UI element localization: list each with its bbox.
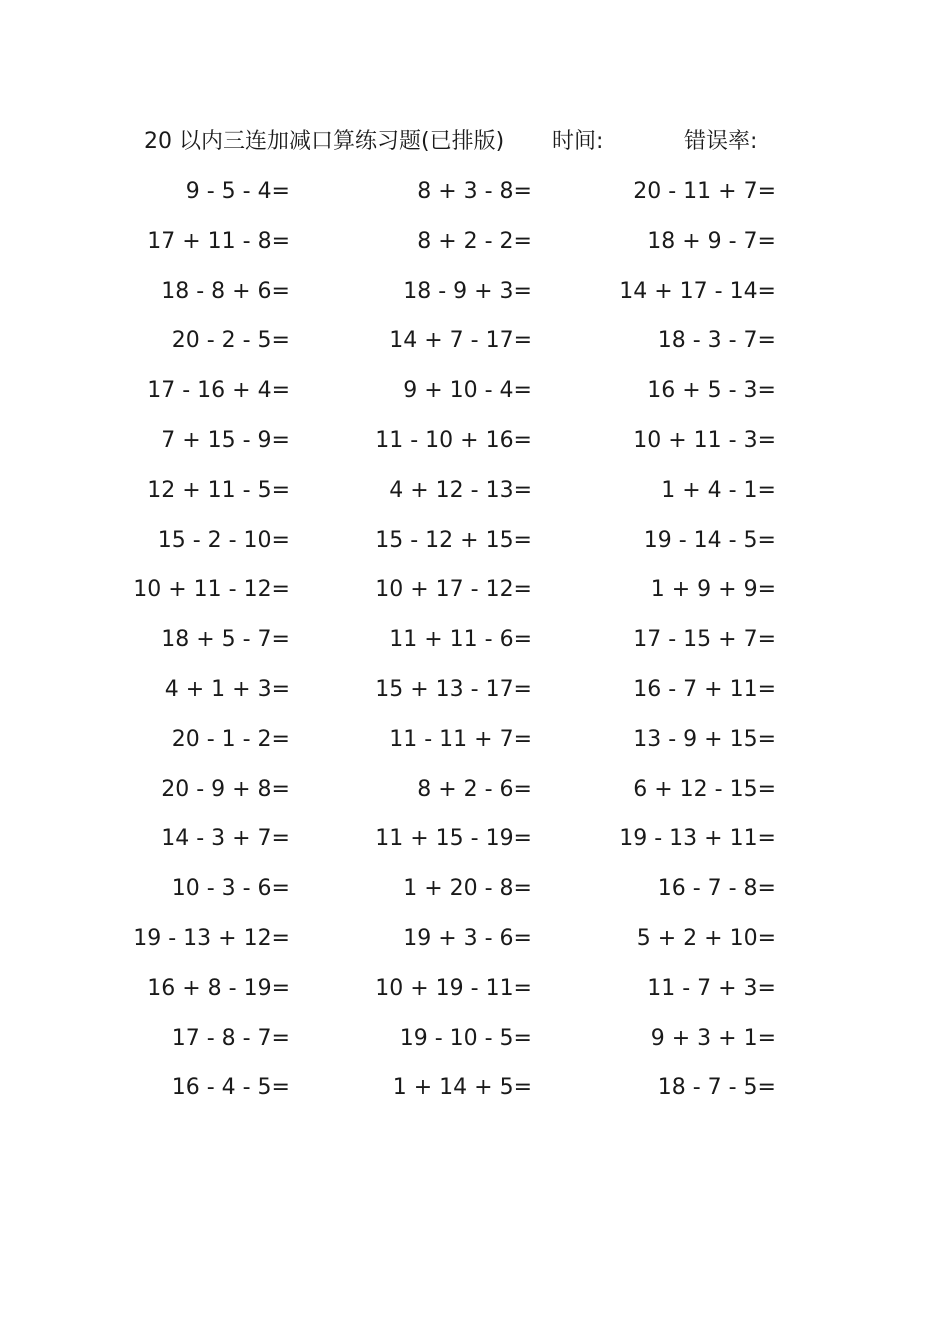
problem-item: 8 + 2 - 2= [417, 228, 532, 254]
problem-item: 20 - 9 + 8= [161, 776, 290, 802]
problem-row [0, 819, 950, 869]
problem-item: 9 + 3 + 1= [650, 1025, 776, 1051]
problem-item: 16 + 5 - 3= [647, 378, 776, 404]
problem-item: 14 - 3 + 7= [161, 826, 290, 852]
problem-row [0, 521, 950, 571]
error-rate-label: 错误率: [684, 129, 758, 154]
problem-item: 4 + 12 - 13= [389, 477, 532, 503]
problem-row [0, 770, 950, 820]
problem-row [0, 1068, 950, 1118]
problem-row [0, 421, 950, 471]
problem-item: 17 - 8 - 7= [171, 1025, 290, 1051]
problem-row [0, 1019, 950, 1069]
problem-item: 10 + 11 - 12= [133, 577, 290, 603]
problem-item: 1 + 14 + 5= [392, 1075, 532, 1101]
problem-item: 13 - 9 + 15= [633, 726, 776, 752]
problem-item: 19 - 10 - 5= [399, 1025, 532, 1051]
problem-row [0, 570, 950, 620]
problem-row [0, 371, 950, 421]
problem-item: 7 + 15 - 9= [161, 427, 290, 453]
problem-item: 6 + 12 - 15= [633, 776, 776, 802]
problem-item: 19 - 13 + 11= [619, 826, 776, 852]
problem-item: 11 - 10 + 16= [375, 427, 532, 453]
problem-item: 19 - 14 - 5= [643, 527, 776, 553]
problem-item: 11 + 15 - 19= [375, 826, 532, 852]
problem-row [0, 471, 950, 521]
time-label: 时间: [552, 129, 604, 154]
problem-row [0, 222, 950, 272]
problem-row [0, 620, 950, 670]
problem-item: 11 - 11 + 7= [389, 726, 532, 752]
problem-item: 17 - 15 + 7= [633, 627, 776, 653]
problem-item: 16 - 7 + 11= [633, 676, 776, 702]
problem-item: 5 + 2 + 10= [636, 925, 776, 951]
worksheet-title: 20 以内三连加减口算练习题(已排版) [144, 129, 505, 154]
problem-row [0, 720, 950, 770]
problem-item: 11 - 7 + 3= [647, 975, 776, 1001]
problem-item: 10 + 17 - 12= [375, 577, 532, 603]
worksheet-header [0, 124, 950, 160]
problem-item: 18 - 8 + 6= [161, 278, 290, 304]
problem-item: 18 - 3 - 7= [657, 328, 776, 354]
problem-item: 8 + 3 - 8= [417, 179, 532, 204]
problem-row [0, 321, 950, 371]
problem-row [0, 869, 950, 919]
problem-item: 12 + 11 - 5= [147, 477, 290, 503]
problem-row [0, 969, 950, 1019]
problem-item: 15 + 13 - 17= [375, 676, 532, 702]
problem-item: 10 + 19 - 11= [375, 975, 532, 1001]
problem-item: 18 + 9 - 7= [647, 228, 776, 254]
problem-item: 14 + 17 - 14= [619, 278, 776, 304]
problem-item: 4 + 1 + 3= [164, 676, 290, 702]
problem-item: 19 + 3 - 6= [403, 925, 532, 951]
problem-item: 15 - 2 - 10= [157, 527, 290, 553]
problem-item: 16 - 4 - 5= [171, 1075, 290, 1101]
problem-item: 17 - 16 + 4= [147, 378, 290, 404]
problem-item: 17 + 11 - 8= [147, 228, 290, 254]
problem-item: 1 + 9 + 9= [650, 577, 776, 603]
problem-row [0, 919, 950, 969]
problem-item: 20 - 1 - 2= [171, 726, 290, 752]
problem-item: 15 - 12 + 15= [375, 527, 532, 553]
problem-item: 9 - 5 - 4= [185, 179, 290, 204]
problem-item: 14 + 7 - 17= [389, 328, 532, 354]
problem-item: 10 - 3 - 6= [171, 876, 290, 902]
problem-item: 11 + 11 - 6= [389, 627, 532, 653]
problem-item: 18 + 5 - 7= [161, 627, 290, 653]
problem-row [0, 172, 950, 222]
problem-item: 20 - 11 + 7= [633, 179, 776, 204]
problem-item: 9 + 10 - 4= [403, 378, 532, 404]
problem-item: 20 - 2 - 5= [171, 328, 290, 354]
problem-grid [0, 172, 950, 1118]
problem-row [0, 272, 950, 322]
problem-item: 1 + 4 - 1= [661, 477, 776, 503]
problem-item: 18 - 9 + 3= [403, 278, 532, 304]
problem-item: 10 + 11 - 3= [633, 427, 776, 453]
problem-item: 18 - 7 - 5= [657, 1075, 776, 1101]
problem-item: 19 - 13 + 12= [133, 925, 290, 951]
problem-item: 8 + 2 - 6= [417, 776, 532, 802]
problem-item: 16 + 8 - 19= [147, 975, 290, 1001]
problem-item: 1 + 20 - 8= [403, 876, 532, 902]
problem-item: 16 - 7 - 8= [657, 876, 776, 902]
problem-row [0, 670, 950, 720]
